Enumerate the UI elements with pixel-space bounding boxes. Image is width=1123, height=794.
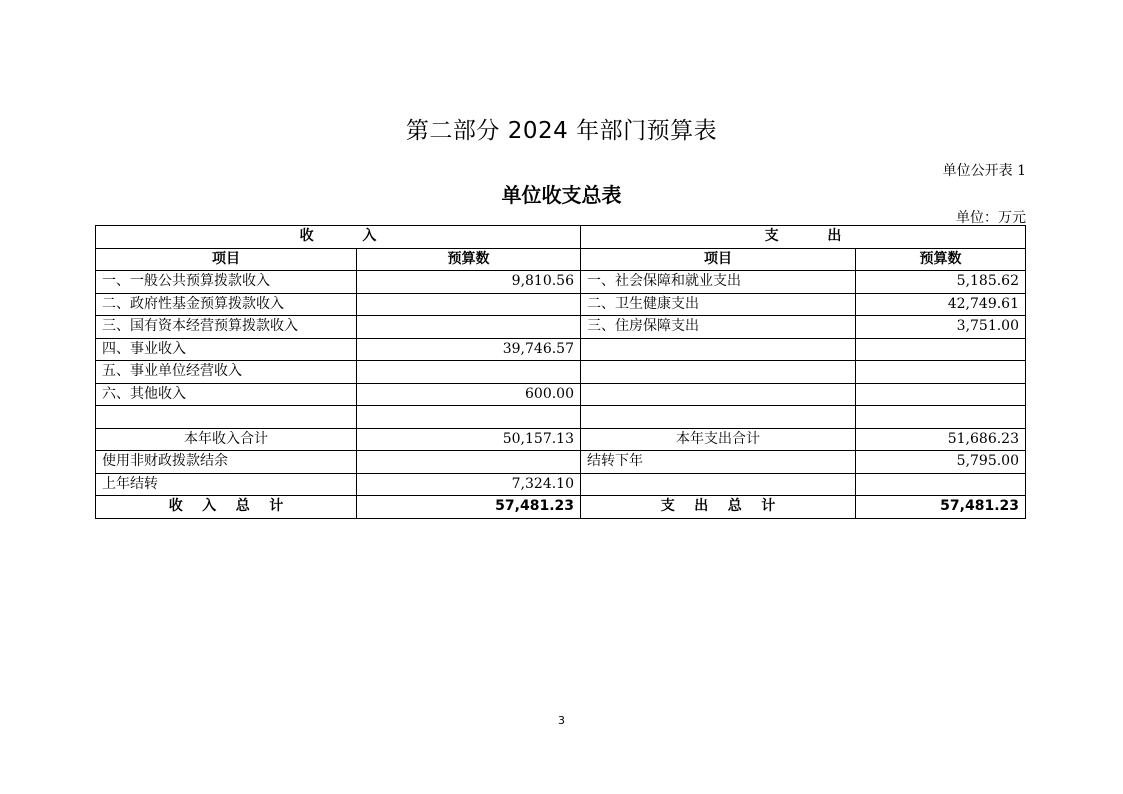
income-amount (357, 316, 581, 339)
income-item: 六、其他收入 (96, 383, 357, 406)
income-item (96, 406, 357, 429)
expense-item (581, 473, 856, 496)
income-item: 上年结转 (96, 473, 357, 496)
table-row (96, 451, 1026, 474)
expense-amount (856, 383, 1026, 406)
table-row (96, 361, 1026, 384)
page-number: 3 (558, 714, 565, 727)
table-row (96, 383, 1026, 406)
table-row (96, 271, 1026, 294)
income-item: 四、事业收入 (96, 338, 357, 361)
expense-amount (856, 361, 1026, 384)
expense-section-header: 支 出 (581, 226, 1026, 249)
income-amount: 600.00 (357, 383, 581, 406)
income-item-column-header: 项目 (96, 248, 357, 271)
income-subtotal-label: 本年收入合计 (96, 428, 357, 451)
section-header-row (96, 226, 1026, 249)
expense-amount-column-header: 预算数 (856, 248, 1026, 271)
expense-item: 三、住房保障支出 (581, 316, 856, 339)
table-row (96, 316, 1026, 339)
income-total-label: 收 入 总 计 (96, 496, 357, 519)
expense-item (581, 383, 856, 406)
unit-label: 单位：万元 (956, 210, 1026, 226)
table-row (96, 338, 1026, 361)
income-amount (357, 293, 581, 316)
income-amount: 7,324.10 (357, 473, 581, 496)
table-title: 单位收支总表 (501, 183, 622, 207)
income-amount: 39,746.57 (357, 338, 581, 361)
income-amount: 9,810.56 (357, 271, 581, 294)
subtotal-row (96, 428, 1026, 451)
income-amount (357, 406, 581, 429)
expense-amount: 42,749.61 (856, 293, 1026, 316)
expense-item (581, 361, 856, 384)
income-item: 三、国有资本经营预算拨款收入 (96, 316, 357, 339)
expense-item: 结转下年 (581, 451, 856, 474)
table-row (96, 293, 1026, 316)
income-amount-column-header: 预算数 (357, 248, 581, 271)
budget-summary-table (95, 225, 1026, 519)
income-amount (357, 361, 581, 384)
income-total-amount: 57,481.23 (357, 496, 581, 519)
expense-amount: 3,751.00 (856, 316, 1026, 339)
income-item: 五、事业单位经营收入 (96, 361, 357, 384)
expense-amount: 5,185.62 (856, 271, 1026, 294)
expense-subtotal-label: 本年支出合计 (581, 428, 856, 451)
income-subtotal-amount: 50,157.13 (357, 428, 581, 451)
expense-total-amount: 57,481.23 (856, 496, 1026, 519)
expense-item-column-header: 项目 (581, 248, 856, 271)
income-item: 二、政府性基金预算拨款收入 (96, 293, 357, 316)
expense-item: 二、卫生健康支出 (581, 293, 856, 316)
income-item: 使用非财政拨款结余 (96, 451, 357, 474)
income-item: 一、一般公共预算拨款收入 (96, 271, 357, 294)
expense-amount (856, 406, 1026, 429)
expense-amount (856, 473, 1026, 496)
page-title: 第二部分 2024 年部门预算表 (405, 118, 718, 144)
expense-subtotal-amount: 51,686.23 (856, 428, 1026, 451)
income-section-header: 收 入 (96, 226, 581, 249)
table-row (96, 473, 1026, 496)
table-number: 单位公开表 1 (942, 163, 1026, 179)
expense-amount: 5,795.00 (856, 451, 1026, 474)
income-amount (357, 451, 581, 474)
table-row (96, 406, 1026, 429)
column-header-row (96, 248, 1026, 271)
expense-item (581, 406, 856, 429)
expense-item: 一、社会保障和就业支出 (581, 271, 856, 294)
expense-total-label: 支 出 总 计 (581, 496, 856, 519)
expense-item (581, 338, 856, 361)
grand-total-row (96, 496, 1026, 519)
expense-amount (856, 338, 1026, 361)
